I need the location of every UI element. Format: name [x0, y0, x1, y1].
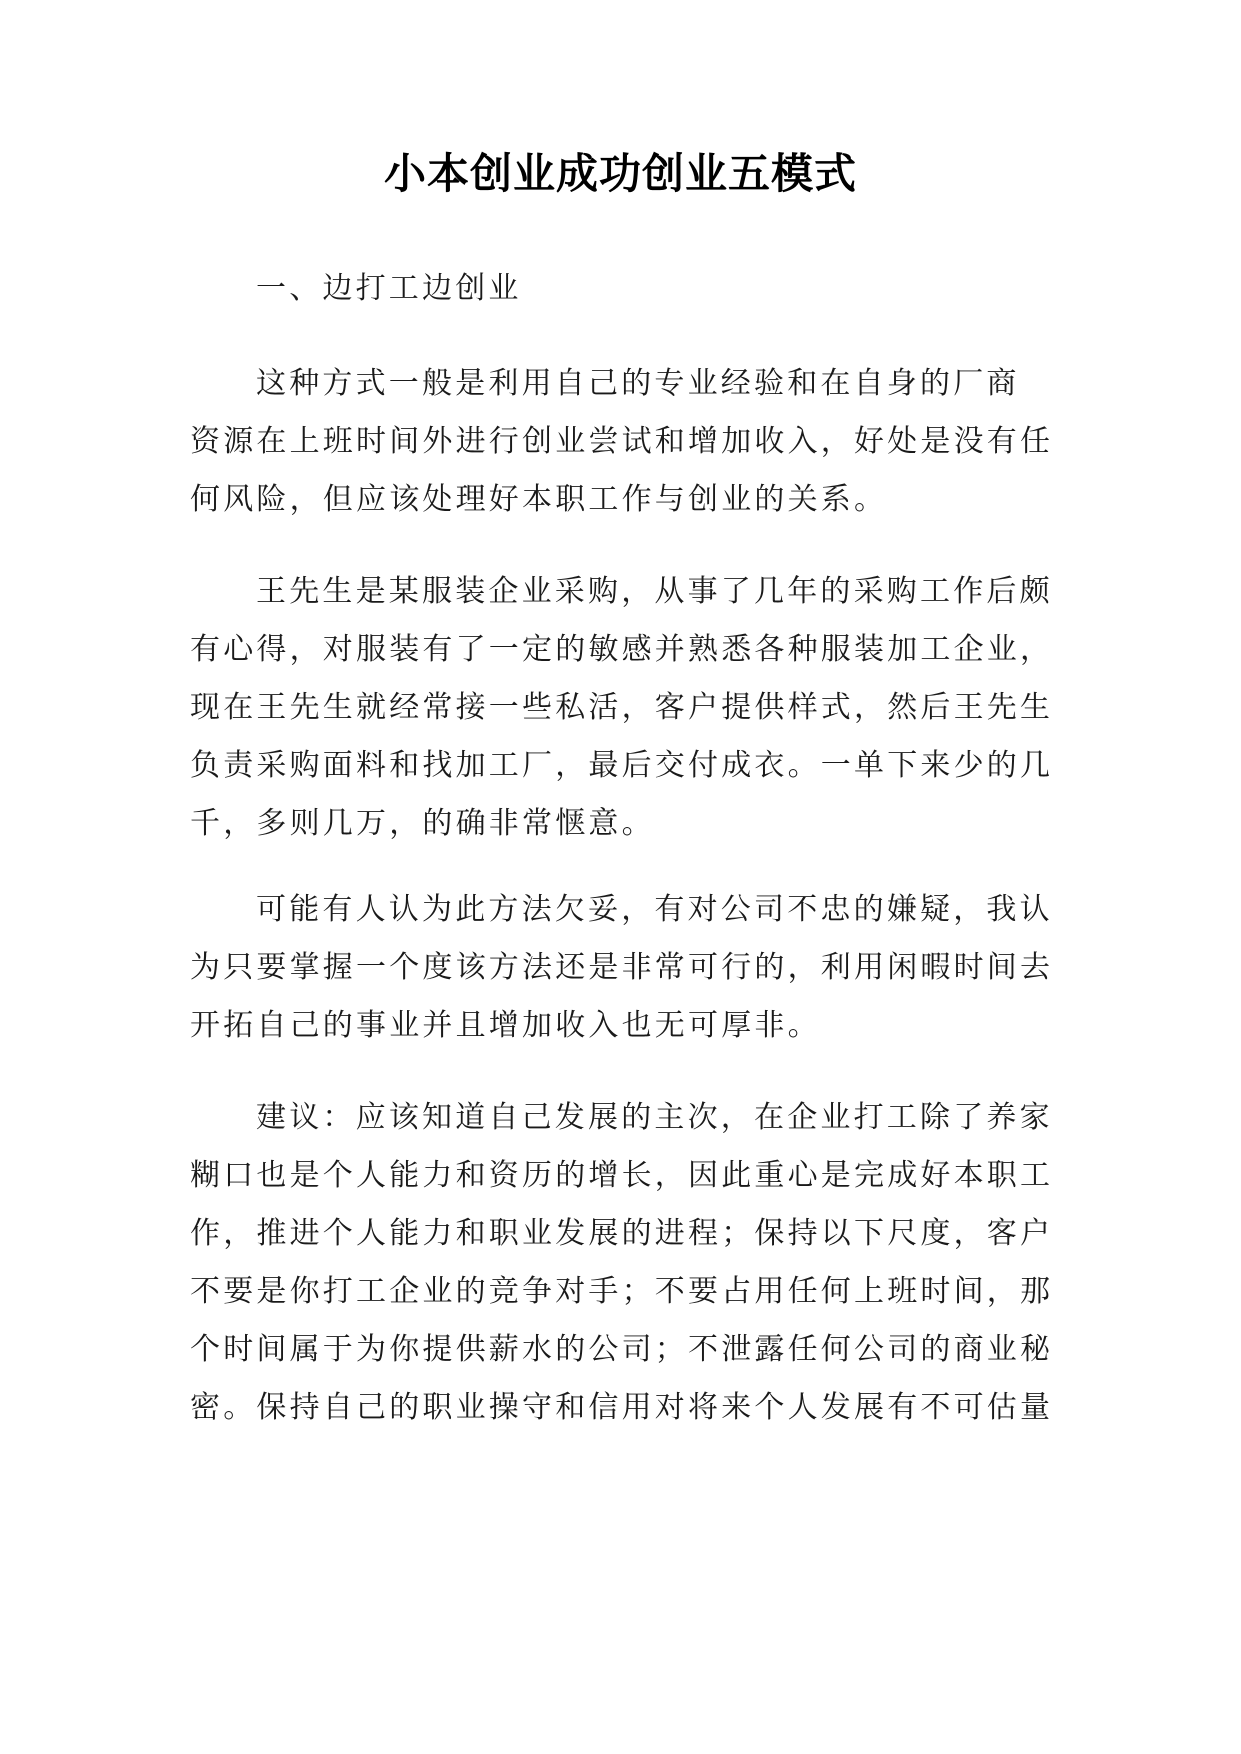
- paragraph-line: 作，推进个人能力和职业发展的进程；保持以下尺度，客户: [190, 1216, 1054, 1251]
- paragraph-line: 个时间属于为你提供薪水的公司；不泄露任何公司的商业秘: [190, 1332, 1054, 1367]
- paragraph-line: 有心得，对服装有了一定的敏感并熟悉各种服装加工企业，: [190, 632, 1054, 667]
- heading-line: 一、边打工边创业: [256, 271, 522, 306]
- paragraph-line: 现在王先生就经常接一些私活，客户提供样式，然后王先生: [190, 690, 1054, 725]
- paragraph-line: 为只要掌握一个度该方法还是非常可行的，利用闲暇时间去: [190, 950, 1054, 985]
- paragraph-line: 王先生是某服装企业采购，从事了几年的采购工作后颇: [256, 574, 1053, 609]
- paragraph-line: 负责采购面料和找加工厂，最后交付成衣。一单下来少的几: [190, 748, 1054, 783]
- paragraph-line: 糊口也是个人能力和资历的增长，因此重心是完成好本职工: [190, 1158, 1054, 1193]
- paragraph-line: 何风险，但应该处理好本职工作与创业的关系。: [190, 482, 888, 517]
- paragraph-line: 这种方式一般是利用自己的专业经验和在自身的厂商: [256, 366, 1020, 401]
- paragraph-line: 资源在上班时间外进行创业尝试和增加收入，好处是没有任: [190, 424, 1054, 459]
- paragraph-line: 千，多则几万，的确非常惬意。: [190, 806, 655, 841]
- paragraph-line: 建议：应该知道自己发展的主次，在企业打工除了养家: [256, 1100, 1053, 1135]
- paragraph-3: [190, 881, 1052, 1055]
- paragraph-1: [190, 355, 1052, 529]
- paragraph-line: 密。保持自己的职业操守和信用对将来个人发展有不可估量: [190, 1390, 1054, 1425]
- paragraph-4: [190, 1089, 1052, 1437]
- paragraph-line: 可能有人认为此方法欠妥，有对公司不忠的嫌疑，我认: [256, 892, 1053, 927]
- document-title: 小本创业成功创业五模式: [383, 149, 857, 198]
- paragraph-line: 开拓自己的事业并且增加收入也无可厚非。: [190, 1008, 821, 1043]
- paragraph-2: [190, 563, 1052, 853]
- section-heading: [190, 260, 1052, 318]
- paragraph-line: 不要是你打工企业的竞争对手；不要占用任何上班时间，那: [190, 1274, 1054, 1309]
